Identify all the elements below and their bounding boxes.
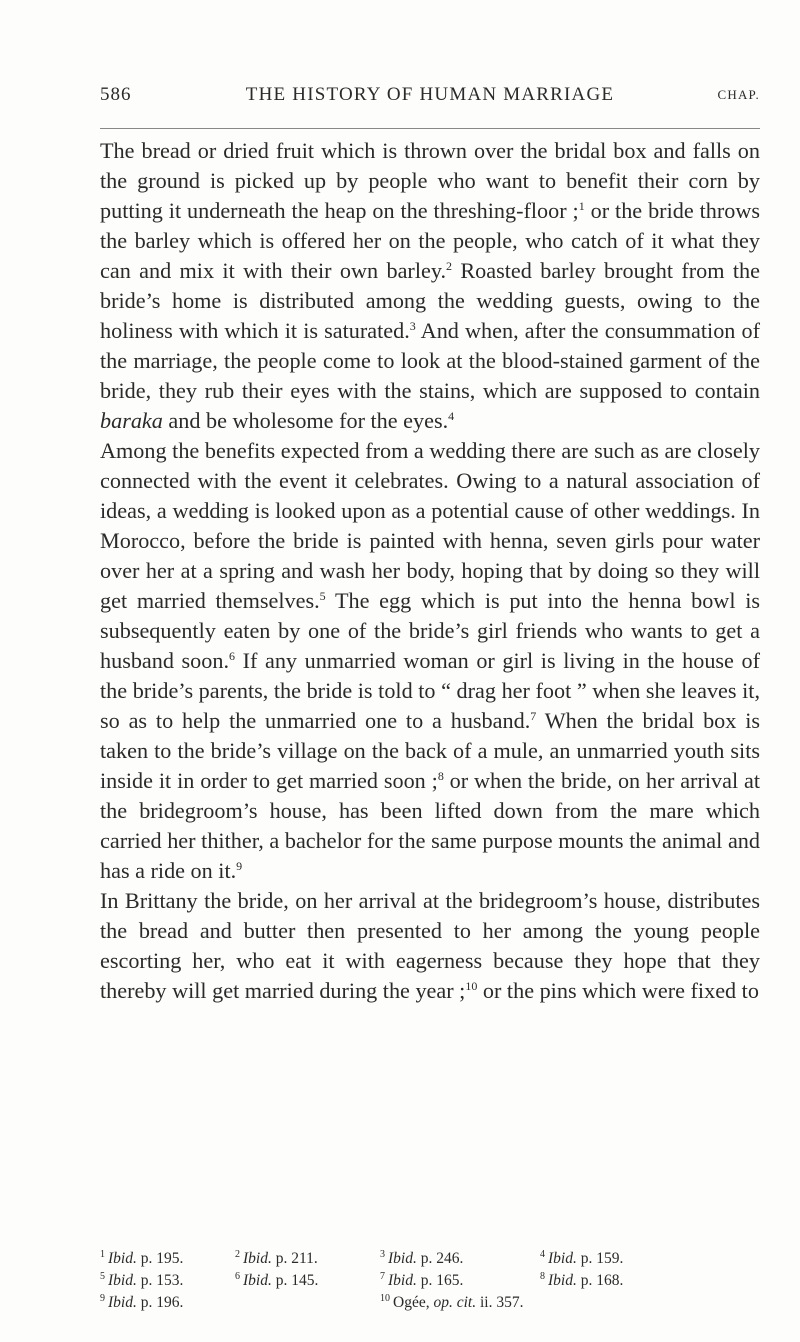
footnote-marker: 7	[530, 709, 537, 723]
footnote-marker: 10	[465, 979, 478, 993]
footnote-marker: 1	[578, 199, 585, 213]
footnote-row-3	[100, 1292, 760, 1314]
footnote-marker: 6	[229, 649, 236, 663]
paragraph-1: The bread or dried fruit which is thrown over the bridal box and falls on the ground is picked up by people who want to benefit their corn by putting it underneath the heap on the threshing-floor ;$^1$ or the bride throws the barley which is offered her on the people, who catch of it what they can and mix it with their own barley.$^2$ Roasted barley brought from the bride’s home is distributed among the wedding guests, owing to the holiness with which it is saturated.$^3$ And when, after the consummation of the marriage, the people come to look at the blood-stained garment of the bride, they rub their eyes with the stains, which are supposed to contain baraka and be wholesome for the eyes.$^4$	[100, 138, 760, 433]
footnote-5: $^5$ Ibid. p. 153.	[100, 1271, 184, 1289]
footnote-3: $^3$ Ibid. p. 246.	[380, 1249, 464, 1267]
footnote-marker: 5	[319, 589, 326, 603]
footnote-2: $^2$ Ibid. p. 211.	[235, 1249, 318, 1267]
header-rule	[100, 128, 760, 129]
page-number: 586	[100, 84, 132, 105]
footnote-row-2	[100, 1270, 760, 1292]
footnote-4: $^4$ Ibid. p. 159.	[540, 1249, 624, 1267]
footnote-7: $^7$ Ibid. p. 165.	[380, 1271, 464, 1289]
italic-term: baraka	[100, 408, 163, 433]
footnote-marker: 9	[236, 859, 243, 873]
footnotes	[100, 1248, 760, 1314]
footnote-8: $^8$ Ibid. p. 168.	[540, 1271, 624, 1289]
footnote-6: $^6$ Ibid. p. 145.	[235, 1271, 319, 1289]
footnote-marker: 2	[446, 259, 453, 273]
running-title: THE HISTORY OF HUMAN MARRIAGE	[245, 84, 615, 105]
running-head	[100, 84, 760, 114]
footnote-10: $^{10}$ Ogée, op. cit. ii. 357.	[380, 1293, 524, 1311]
paragraph-3: In Brittany the bride, on her arrival at the bridegroom’s house, distributes the bread and butter then presented to her among the young people escorting her, who eat it with eagerness because they hope that they thereby will get married during the year ;$^{10}$ or the pins which were fixed to	[100, 888, 760, 1003]
footnote-marker: 4	[448, 409, 455, 423]
footnote-9: $^9$ Ibid. p. 196.	[100, 1293, 184, 1311]
footnote-marker: 8	[437, 769, 444, 783]
footnote-marker: 3	[409, 319, 416, 333]
paragraph-2: Among the benefits expected from a wedding there are such as are closely connected with the event it celebrates. Owing to a natural association of ideas, a wedding is looked upon as a potential cause of other weddings. In Morocco, before the bride is painted with henna, seven girls pour water over her at a spring and wash her body, hoping that by doing so they will get married themselves.$^5$ The egg which is put into the henna bowl is subsequently eaten by one of the bride’s girl friends who wants to get a husband soon.$^6$ If any unmarried woman or girl is living in the house of the bride’s parents, the bride is told to “ drag her foot ” when she leaves it, so as to help the unmarried one to a husband.$^7$ When the bridal box is taken to the bride’s village on the back of a mule, an unmarried youth sits inside it in order to get married soon ;$^8$ or when the bride, on her arrival at the bridegroom’s house, has been lifted down from the mare which carried her thither, a bachelor for the same purpose mounts the animal and has a ride on it.$^9$	[100, 438, 761, 883]
footnote-row-1	[100, 1248, 760, 1270]
chapter-label: CHAP.	[717, 87, 760, 102]
body-text	[100, 136, 760, 1006]
footnote-1: $^1$ Ibid. p. 195.	[100, 1249, 184, 1267]
